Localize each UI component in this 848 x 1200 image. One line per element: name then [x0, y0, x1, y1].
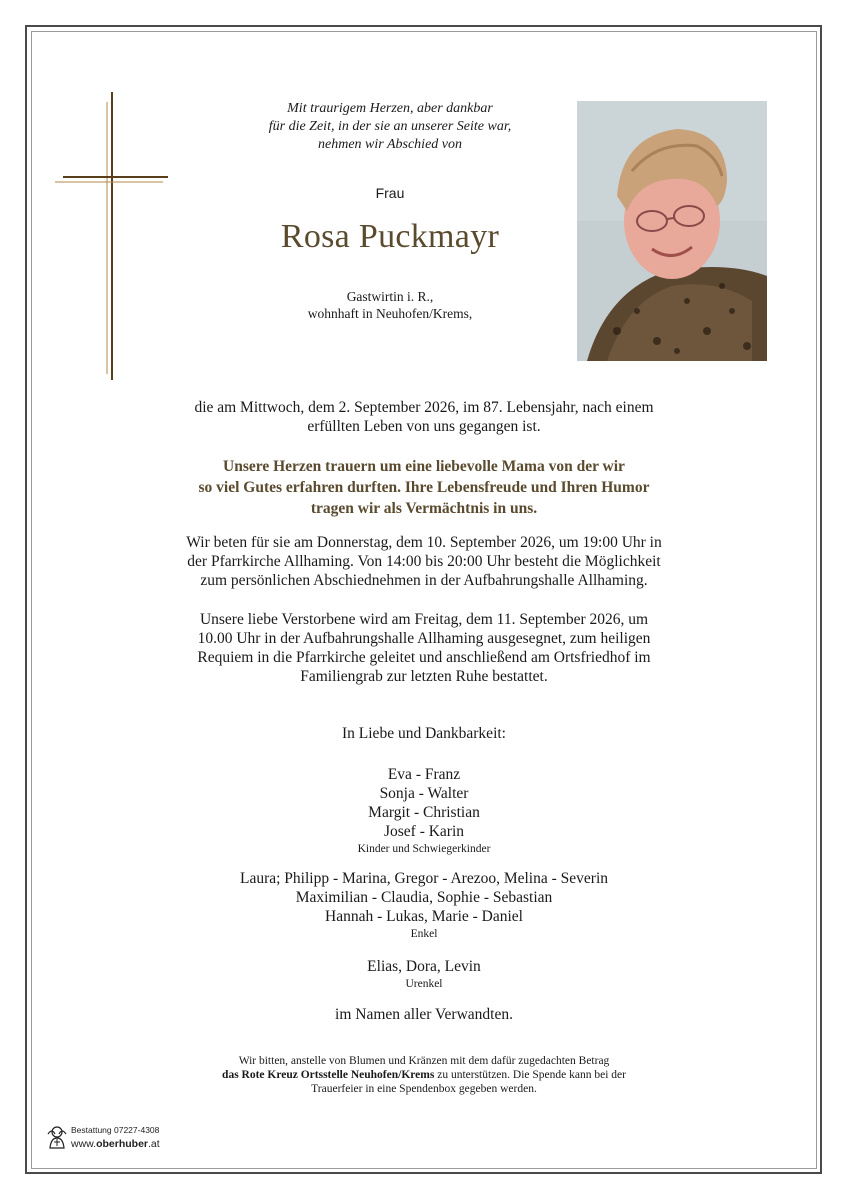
mourner-group-children — [140, 765, 708, 857]
mourner-group-great-grandchildren — [140, 957, 708, 992]
funeral-paragraph — [140, 610, 708, 686]
mourner-group-grandchildren — [140, 869, 708, 942]
mourner-names: Hannah - Lukas, Marie - Daniel — [325, 908, 523, 925]
funeral-home-logo — [46, 1123, 186, 1155]
mourner-relation: Urenkel — [405, 978, 443, 990]
deceased-name: Rosa Puckmayr — [280, 218, 500, 255]
closing-line: im Namen aller Verwandten. — [335, 1006, 513, 1023]
tribute-line: tragen wir als Vermächtnis in uns. — [310, 500, 538, 517]
funeral-line: Requiem in die Pfarrkirche geleitet und anschließend am Ortsfriedhof im — [197, 649, 651, 666]
mourner-relation: Enkel — [410, 928, 438, 940]
mourner-names: Josef - Karin — [383, 823, 465, 840]
mourner-names: Maximilian - Claudia, Sophie - Sebastian — [295, 889, 553, 906]
funeral-home-website[interactable] — [71, 1138, 160, 1150]
death-notice-line: die am Mittwoch, dem 2. September 2026, im 87. Lebensjahr, nach einem — [194, 399, 654, 416]
intro-line: für die Zeit, in der sie an unserer Seite war, — [268, 119, 512, 134]
thanks-heading: In Liebe und Dankbarkeit: — [342, 725, 506, 742]
tribute-text — [140, 456, 708, 519]
prayer-paragraph — [140, 533, 708, 590]
death-notice — [140, 398, 708, 436]
prayer-line: Wir beten für sie am Donnerstag, dem 10. September 2026, um 19:00 Uhr in — [186, 534, 662, 551]
website-name: oberhuber — [96, 1138, 149, 1150]
angel-emblem-icon — [46, 1124, 68, 1150]
intro-text — [200, 100, 580, 154]
prayer-line: zum persönlichen Abschiednehmen in der Aufbahrungshalle Allhaming. — [200, 572, 648, 589]
donation-line: Trauerfeier in eine Spendenbox gegeben werden. — [311, 1083, 537, 1095]
donation-recipient: das Rote Kreuz Ortsstelle Neuhofen/Krems — [222, 1069, 435, 1081]
mourner-names: Elias, Dora, Levin — [367, 958, 481, 975]
donation-line-rest: zu unterstützen. Die Spende kann bei der — [434, 1069, 626, 1081]
mourner-names: Eva - Franz — [387, 766, 461, 783]
mourner-names: Margit - Christian — [368, 804, 480, 821]
website-prefix: www. — [71, 1138, 97, 1150]
occupation-line: Gastwirtin i. R., — [346, 289, 434, 304]
residence-line: wohnhaft in Neuhofen/Krems, — [307, 306, 473, 321]
website-suffix: .at — [148, 1138, 160, 1150]
mourner-names: Laura; Philipp - Marina, Gregor - Arezoo, Melina - Severin — [239, 870, 608, 887]
death-notice-line: erfüllten Leben von uns gegangen ist. — [307, 418, 541, 435]
tribute-line: so viel Gutes erfahren durften. Ihre Lebensfreude und Ihren Humor — [198, 479, 650, 496]
funeral-line: 10.00 Uhr in der Aufbahrungshalle Allhaming ausgesegnet, zum heiligen — [197, 630, 651, 647]
mourner-relation: Kinder und Schwiegerkinder — [357, 843, 491, 855]
intro-line: Mit traurigem Herzen, aber dankbar — [287, 101, 493, 116]
funeral-line: Unsere liebe Verstorbene wird am Freitag, dem 11. September 2026, um — [199, 611, 649, 628]
donation-line: Wir bitten, anstelle von Blumen und Kränzen mit dem dafür zugedachten Betrag — [238, 1055, 610, 1067]
tribute-line: Unsere Herzen trauern um eine liebevolle Mama von der wir — [223, 458, 625, 475]
intro-line: nehmen wir Abschied von — [318, 137, 462, 152]
salutation: Frau — [375, 185, 405, 201]
funeral-home-phone: Bestattung 07227-4308 — [71, 1125, 160, 1135]
occupation — [200, 288, 580, 322]
donation-note — [140, 1054, 708, 1096]
donation-line — [140, 1068, 708, 1082]
funeral-line: Familiengrab zur letzten Ruhe bestattet. — [300, 668, 548, 685]
prayer-line: der Pfarrkirche Allhaming. Von 14:00 bis 20:00 Uhr besteht die Möglichkeit — [187, 553, 661, 570]
mourner-names: Sonja - Walter — [379, 785, 469, 802]
